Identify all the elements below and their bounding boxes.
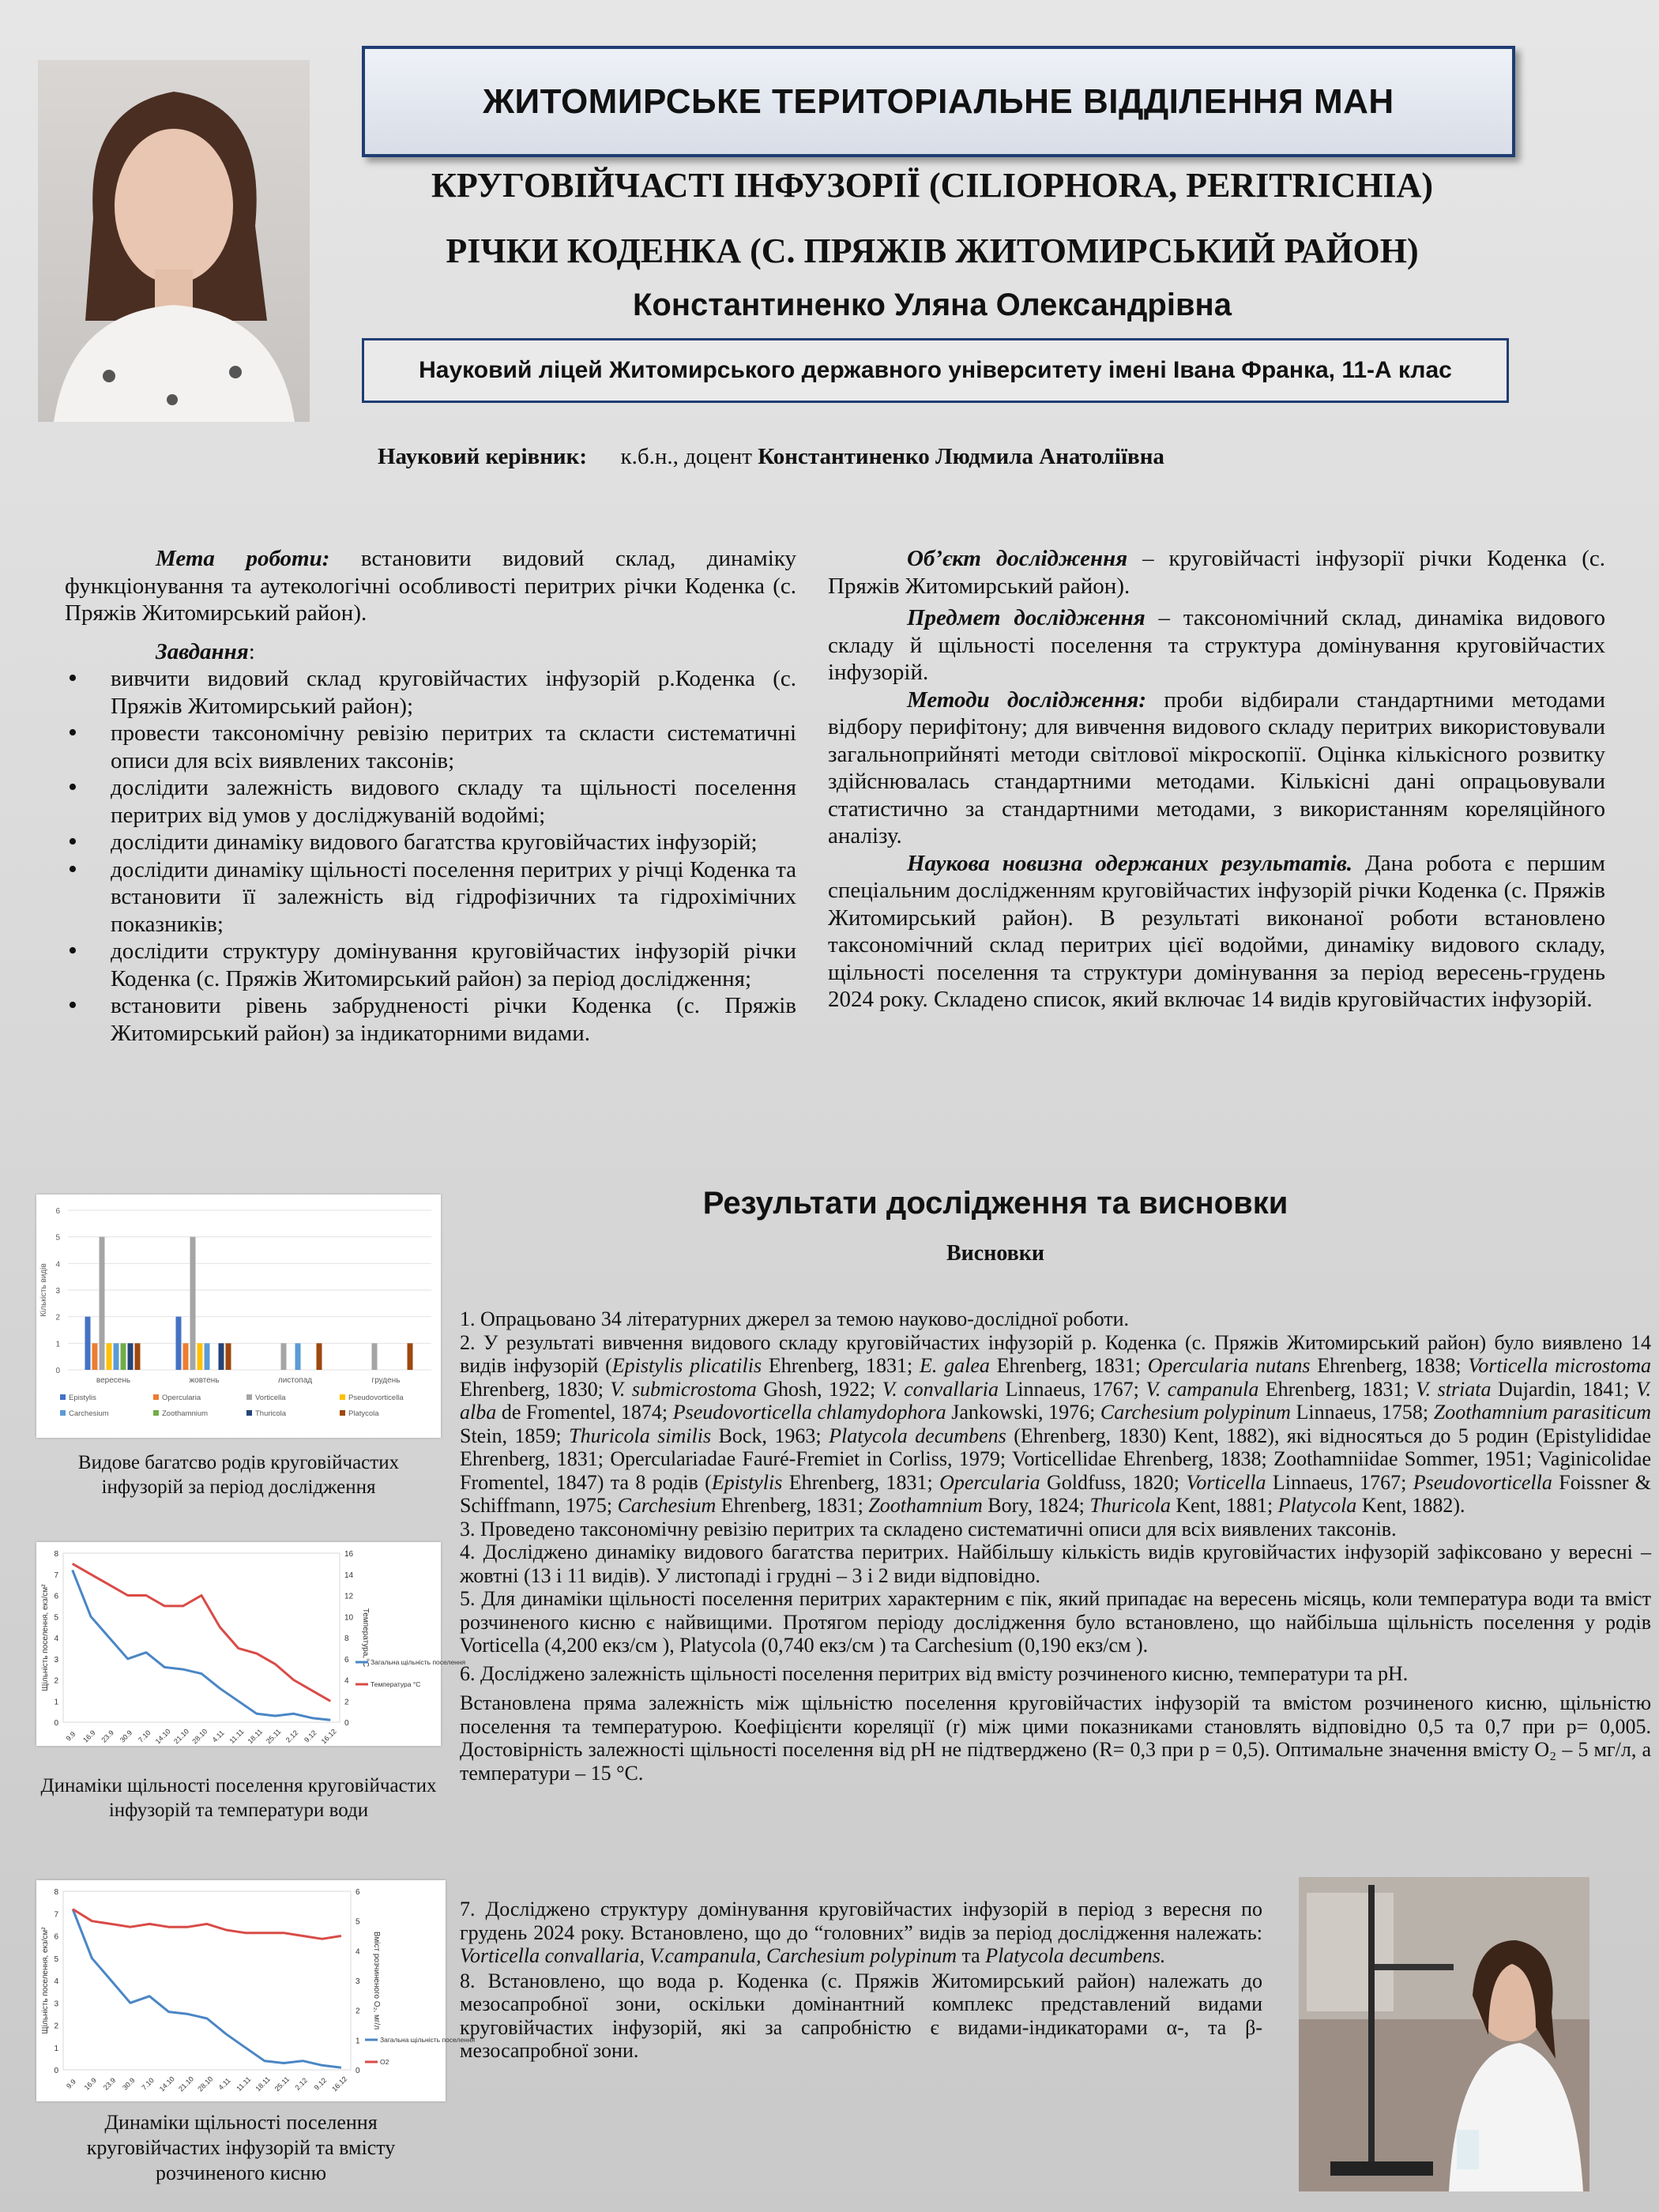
series-line: [73, 1563, 331, 1701]
conclusion-text: Bock, 1963;: [711, 1424, 830, 1447]
x-tick-label: 30.9: [121, 2076, 137, 2092]
y-tick-label: 4: [55, 1260, 60, 1270]
x-tick-label: вересень: [96, 1376, 131, 1385]
taxon-name: V. alba: [460, 1377, 1651, 1424]
x-tick-label: 23.9: [101, 2076, 118, 2092]
conclusion-text: Foissner & Schiffmann, 1975;: [460, 1470, 1651, 1517]
task-item: • встановити рівень забрудненості річки Коденка (с. Пряжів Житомирський район) за індикаторними видами.: [111, 992, 796, 1047]
x-tick-label: 9.9: [65, 2077, 77, 2090]
y-axis-label: Щільність поселення, екз/см²: [41, 1584, 50, 1691]
conclusion-text: Kent, 1881;: [1170, 1494, 1278, 1517]
conclusions-title: Висновки: [946, 1241, 1045, 1266]
y-axis-label: Щільність поселення, екз/см²: [41, 1927, 50, 2034]
conclusion-text: Dujardin, 1841;: [1491, 1377, 1636, 1401]
taxon-name: V. campanula: [1146, 1377, 1259, 1401]
y-tick-label: 0: [55, 1367, 60, 1375]
institution-title: ЖИТОМИРСЬКЕ ТЕРИТОРІАЛЬНЕ ВІДДІЛЕННЯ МАН: [483, 82, 1394, 121]
y2-tick-label: 0: [344, 1719, 349, 1728]
x-tick-label: листопад: [277, 1376, 313, 1385]
y2-tick-label: 2: [356, 2007, 360, 2016]
y-tick-label: 7: [54, 1571, 58, 1580]
bar: [408, 1343, 413, 1370]
y-tick-label: 3: [54, 1655, 58, 1665]
x-tick-label: грудень: [371, 1376, 401, 1385]
taxon-name: Zoothamnium parasiticum: [1433, 1401, 1651, 1424]
legend-swatch: [60, 1410, 66, 1416]
series-line: [73, 1909, 341, 2068]
chart-species-richness: [36, 1194, 441, 1438]
x-tick-label: 11.11: [235, 2075, 253, 2093]
conclusion-text: Kent, 1882).: [1356, 1494, 1465, 1517]
x-tick-label: 18.11: [246, 1727, 265, 1746]
conclusion-7: 7. Досліджено структуру домінування круговійчастих інфузорій в період з вересня по грудень 2024 року. Встановлено, що до “головних” видів за період дослідження належать: Vorticella convallaria, V.campanula, Carchesium polypinum та Platycola decumbens.: [460, 1898, 1262, 1967]
x-tick-label: 23.9: [100, 1729, 115, 1744]
conclusion-8: 8. Встановлено, що вода р. Коденка (с. Пряжів Житомирський район) належать до мезосапробної зони, оскільки домінантний комплекс представлений видами круговійчастих інфузорій, які за сапробністю є видами-індикаторами α-, та β-мезосапробної зони.: [460, 1969, 1262, 2062]
conclusion-text: de Fromentel, 1874;: [496, 1401, 673, 1424]
legend-swatch: [246, 1410, 252, 1416]
y-tick-label: 4: [54, 1635, 58, 1643]
object-paragraph: [828, 545, 1605, 600]
conclusion-text: Ehrenberg, 1831;: [989, 1354, 1148, 1377]
subject-paragraph: [828, 604, 1605, 687]
x-tick-label: 28.10: [196, 2075, 215, 2094]
legend-swatch: [246, 1394, 252, 1400]
conclusion-5: 5. Для динаміки щільності поселення перитрих характерним є пік, який припадає на вересень місяць, коли температура води та вміст розчиненого кисню є найвищими. Протягом періоду дослідження було встановлено, що найбільша щільність поселення у родів Vorticella (4,200 екз/см ), Platycola (0,740 екз/см ) та Carchesium (0,190 екз/см ).: [460, 1587, 1651, 1657]
series-line: [73, 1570, 331, 1720]
y-tick-label: 5: [55, 1233, 60, 1243]
legend-swatch: [60, 1394, 66, 1400]
conclusion-text: 2. У результаті вивчення видового складу круговійчастих інфузорій р. Коденка (с. Пряжів Житомирський район) було виявлено 14 видів інфузорій (: [460, 1330, 1651, 1377]
x-tick-label: 7.10: [140, 2076, 156, 2092]
conclusion-text: Linnaeus, 1767;: [999, 1377, 1146, 1401]
y-tick-label: 5: [54, 1954, 58, 1964]
task-item: • дослідити структуру домінування круговійчастих інфузорій річки Коденка (с. Пряжів Житомирський район) за період дослідження;: [111, 938, 796, 992]
author-name: Константиненко Уляна Олександрівна: [633, 288, 1232, 322]
y2-tick-label: 12: [344, 1592, 354, 1601]
x-tick-label: 16.12: [330, 2075, 349, 2094]
chart2-caption: Динаміки щільності поселення круговійчастих інфузорій та температури води: [40, 1775, 437, 1821]
plot-area: [63, 1553, 340, 1722]
y-tick-label: 7: [54, 1910, 58, 1920]
plot-area: [63, 1891, 351, 2070]
task-item: • дослідити динаміку видового багатства круговійчастих інфузорій;: [111, 829, 796, 856]
methods-paragraph: [828, 687, 1605, 850]
y2-tick-label: 6: [356, 1888, 360, 1897]
conclusion-2: [460, 1331, 1651, 1518]
y2-tick-label: 1: [356, 2037, 360, 2046]
y2-tick-label: 4: [344, 1676, 349, 1686]
results-title: Результати дослідження та висновки: [702, 1186, 1288, 1221]
chart3-caption: Динаміки щільності поселення круговійчастих інфузорій та вмісту розчиненого кисню: [86, 2111, 396, 2184]
methods-label: Методи дослідження:: [907, 687, 1147, 713]
taxon-name: Platycola decumbens: [829, 1424, 1006, 1447]
y-tick-label: 3: [54, 1999, 58, 2009]
y-tick-label: 3: [55, 1287, 60, 1296]
legend-entry: Epistylis: [69, 1394, 96, 1402]
conclusion-3: 3. Проведено таксономічну ревізію перитрих та складено систематичні описи для всіх виявлених таксонів.: [460, 1517, 1397, 1540]
novelty-label: Наукова новизна одержаних результатів.: [907, 850, 1353, 876]
taxon-name: Pseudovorticella: [1413, 1470, 1552, 1494]
y-tick-label: 1: [54, 1698, 58, 1707]
taxon-name: Thuricola: [1089, 1494, 1171, 1517]
legend-swatch: [340, 1410, 345, 1416]
conclusion-text: Ehrenberg, 1831;: [782, 1470, 940, 1494]
novelty-paragraph: [828, 850, 1605, 1014]
bar: [135, 1343, 141, 1370]
legend-entry: Vorticella: [255, 1394, 286, 1402]
y-tick-label: 2: [54, 2022, 58, 2031]
legend-entry: Загальна щільність поселення: [380, 2036, 476, 2044]
object-label: Об’єкт дослідження: [907, 546, 1128, 571]
x-tick-label: 9.9: [64, 1729, 77, 1743]
x-tick-label: 16.12: [319, 1727, 338, 1746]
conclusion-text: Ehrenberg, 1831;: [716, 1494, 869, 1517]
taxon-name: Opercularia nutans: [1147, 1354, 1311, 1377]
x-tick-label: 9.12: [312, 2076, 329, 2092]
bar: [100, 1237, 105, 1370]
legend-entry: Carchesium: [69, 1409, 109, 1418]
y-tick-label: 4: [54, 1977, 58, 1986]
bar: [176, 1317, 182, 1370]
y-tick-label: 5: [54, 1613, 58, 1623]
supervisor-label: Науковий керівник:: [378, 444, 588, 469]
taxon-name: Vorticella: [1186, 1470, 1266, 1494]
taxon-name: Pseudovorticella chlamydophora: [672, 1401, 946, 1424]
y2-tick-label: 16: [344, 1550, 354, 1559]
aim-text: встановити видовий склад, динаміку функціонування та аутекологічні особливості перитрих річки Коденка (с. Пряжів Житомирський район).: [65, 546, 796, 626]
x-tick-label: 21.10: [177, 2075, 196, 2094]
poster-title-line2: РІЧКИ КОДЕНКА (С. ПРЯЖІВ ЖИТОМИРСЬКИЙ РАЙОН): [446, 231, 1419, 270]
x-tick-label: 2.12: [293, 2076, 309, 2092]
x-tick-label: 2.12: [284, 1729, 300, 1744]
taxon-name: V. striata: [1416, 1377, 1492, 1401]
conclusion-text: Linnaeus, 1767;: [1266, 1470, 1413, 1494]
legend-swatch: [340, 1394, 345, 1400]
subject-text: – таксономічний склад, динаміка видового складу й щільності поселення та структура домінування круговійчастих інфузорій.: [828, 605, 1605, 685]
task-item: • дослідити залежність видового складу та щільності поселення перитрих від умов у досліджуваній водоймі;: [111, 774, 796, 829]
x-tick-label: 25.11: [264, 1727, 283, 1746]
conclusion-text: Linnaeus, 1758;: [1290, 1401, 1434, 1424]
x-tick-label: 4.11: [210, 1729, 226, 1744]
conclusions: [460, 1307, 1651, 1785]
conclusion-6: 6. Досліджено залежність щільності поселення перитрих від вмісту розчиненого кисню, температури та рН.: [460, 1661, 1409, 1685]
conclusion-text: Ghosh, 1922;: [756, 1377, 882, 1401]
school-name: Науковий ліцей Житомирського державного університету імені Івана Франка, 11-А клас: [419, 357, 1452, 383]
y2-tick-label: 14: [344, 1571, 354, 1580]
x-tick-label: 4.11: [216, 2076, 232, 2092]
legend-entry: Opercularia: [162, 1394, 201, 1402]
y-tick-label: 1: [54, 2044, 58, 2053]
x-tick-label: 21.10: [172, 1727, 191, 1746]
task-item: • провести таксономічну ревізію перитрих та скласти систематичні описи для всіх виявлених таксонів;: [111, 720, 796, 774]
conclusion-text: Ehrenberg, 1831;: [762, 1354, 920, 1377]
y2-axis-label: Температура,°С: [361, 1608, 370, 1668]
taxon-name: Epistylis plicatilis: [611, 1354, 762, 1377]
bar: [226, 1343, 231, 1370]
aim-label: Мета роботи:: [156, 546, 330, 571]
lab-photo: [1299, 1877, 1589, 2191]
object-text: – круговійчасті інфузорії річки Коденка (с. Пряжів Житомирський район).: [828, 546, 1606, 599]
conclusion-text: Bory, 1824;: [982, 1494, 1090, 1517]
series-line: [73, 1909, 341, 1939]
legend-entry: Thuricola: [255, 1409, 287, 1418]
legend-entry: Zoothamnium: [162, 1409, 209, 1418]
taxon-name: V. submicrostoma: [610, 1377, 757, 1401]
bar: [107, 1343, 112, 1370]
x-tick-label: 16.9: [82, 2076, 99, 2092]
author-photo: [38, 60, 310, 422]
bar: [92, 1343, 98, 1370]
supervisor-name: Константиненко Людмила Анатоліївна: [758, 444, 1164, 469]
bar: [128, 1343, 134, 1370]
taxon-name: Vorticella microstoma: [1468, 1354, 1652, 1377]
x-tick-label: 7.10: [137, 1729, 152, 1744]
y2-tick-label: 6: [344, 1655, 349, 1665]
y-tick-label: 1: [55, 1340, 60, 1349]
y2-tick-label: 8: [344, 1635, 349, 1643]
bar: [190, 1237, 196, 1370]
task-item: • вивчити видовий склад круговійчастих інфузорій р.Коденка (с. Пряжів Житомирський район);: [111, 665, 796, 720]
x-tick-label: 30.9: [118, 1729, 134, 1744]
conclusion-text: Ehrenberg, 1831;: [1258, 1377, 1416, 1401]
y-tick-label: 2: [55, 1313, 60, 1322]
aim-paragraph: [65, 545, 796, 627]
y-tick-label: 2: [54, 1676, 58, 1686]
legend-swatch: [153, 1410, 159, 1416]
x-tick-label: 9.12: [303, 1729, 318, 1744]
y-tick-label: 6: [55, 1207, 60, 1216]
task-item: • дослідити динаміку щільності поселення перитрих у річці Коденка та встановити її залежність від гідрофізичних та гідрохімічних показників;: [111, 856, 796, 939]
taxon-name: Carchesium: [617, 1494, 717, 1517]
x-tick-label: 14.10: [157, 2075, 176, 2094]
bar: [281, 1343, 287, 1370]
institution-banner: [362, 46, 1515, 157]
conclusions-7-8: [460, 1898, 1262, 2063]
bar: [205, 1343, 210, 1370]
y2-tick-label: 4: [356, 1947, 360, 1957]
y2-tick-label: 5: [356, 1917, 360, 1927]
legend-entry: О2: [380, 2058, 389, 2066]
conclusion-1: 1. Опрацьовано 34 літературних джерел за темою науково-дослідної роботи.: [460, 1307, 1130, 1330]
conclusion-4: 4. Досліджено динаміку видового багатства перитрих. Найбільшу кількість видів круговійчастих інфузорій зафіксовано у вересні – жовтні (13 і 11 видів). У листопаді і грудні – 3 і 2 види відповідно.: [460, 1540, 1651, 1587]
taxon-name: Thuricola similis: [569, 1424, 712, 1447]
taxon-name: Carchesium polypinum: [1100, 1401, 1291, 1424]
y-tick-label: 0: [54, 1719, 58, 1728]
x-tick-label: 14.10: [153, 1727, 172, 1746]
conclusion-text: (Ehrenberg, 1830) Kent, 1882), які відносяться до 5 родин (Epistylididae Ehrenberg, 1831; Operculariadae Fauré-Fremiet in Corliss, 1979; Vorticellidae Ehrenberg, 1838; Zoothamniidae Sommer, 1951; Vaginicolidae Fromentel, 1847) та 8 родів (: [460, 1424, 1651, 1494]
bar: [219, 1343, 224, 1370]
poster-title-line1: КРУГОВІЙЧАСТІ ІНФУЗОРІЇ (CILIOPHORA, PERITRICHIA): [431, 166, 1434, 205]
bar: [317, 1343, 322, 1370]
y2-tick-label: 10: [344, 1613, 354, 1623]
conclusion-text: Ehrenberg, 1838;: [1310, 1354, 1469, 1377]
left-column: [65, 545, 796, 1047]
taxon-name: Epistylis: [711, 1470, 783, 1494]
x-tick-label: 11.11: [228, 1727, 246, 1745]
x-tick-label: 16.9: [81, 1729, 97, 1744]
tasks-label: Завдання: [156, 638, 249, 664]
supervisor: [378, 441, 1164, 472]
chart-density-oxygen: [36, 1880, 476, 2101]
x-tick-label: 25.11: [273, 2075, 292, 2094]
y2-axis-label: Вміст розчиненого О₂, мг/л: [372, 1931, 381, 2030]
tasks-heading: Завдання:: [156, 638, 255, 664]
y-tick-label: 0: [54, 2067, 58, 2075]
tasks-list: [65, 665, 796, 1047]
legend-entry: Platycola: [348, 1409, 379, 1418]
novelty-text: Дана робота є першим спеціальним дослідженням круговійчастих інфузорій річки Коденка (с. Пряжів Житомирський район). В результаті виконаної роботи встановлено таксономічний склад перитрих цієї водойми, динаміку видового складу, щільності поселення та структури домінування за період вересень-грудень 2024 року. Складено список, який включає 14 видів круговійчастих інфузорій.: [828, 850, 1605, 1012]
chart1-caption: Видове багатсво родів круговійчастих інфузорій за період дослідження: [77, 1452, 400, 1498]
bar: [372, 1343, 378, 1370]
bar: [198, 1343, 203, 1370]
legend-swatch: [153, 1394, 159, 1400]
taxon-name: V. convallaria: [882, 1377, 999, 1401]
supervisor-degree: к.б.н., доцент: [620, 444, 752, 469]
bar: [295, 1343, 301, 1370]
y-tick-label: 6: [54, 1932, 58, 1942]
bar: [114, 1343, 119, 1370]
y2-tick-label: 0: [356, 2067, 360, 2075]
conclusion-text: Stein, 1859;: [460, 1424, 570, 1447]
x-tick-label: 28.10: [190, 1727, 209, 1746]
right-column: [828, 545, 1605, 1014]
methods-text: проби відбирали стандартними методами відбору перифітону; для вивчення видового складу перитрих використовували загальноприйняті методи світлової мікроскопії. Оцінка кількісного розвитку здійснювалась стандартними методами. Кількісні дані опрацьовували статистично за стандартними методами, з використанням кореляційного аналізу.: [828, 687, 1605, 848]
y2-tick-label: 2: [344, 1698, 349, 1707]
taxon-name: Opercularia: [939, 1470, 1040, 1494]
taxon-name: Zoothamnium: [868, 1494, 983, 1517]
bar: [85, 1317, 91, 1370]
school-box: [362, 338, 1509, 403]
y-tick-label: 6: [54, 1592, 58, 1601]
taxon-name: Platycola: [1277, 1494, 1357, 1517]
subject-label: Предмет дослідження: [907, 605, 1146, 630]
conclusion-text: Jankowski, 1976;: [946, 1401, 1100, 1424]
y-tick-label: 8: [54, 1888, 58, 1897]
chart-density-temperature: [36, 1542, 466, 1746]
legend-entry: Загальна щільність поселення: [371, 1658, 466, 1666]
y-tick-label: 8: [54, 1550, 58, 1559]
conclusion-text: Goldfuss, 1820;: [1040, 1470, 1187, 1494]
conclusion-text: Ehrenberg, 1830;: [460, 1377, 611, 1401]
bar: [121, 1343, 126, 1370]
y2-tick-label: 3: [356, 1977, 360, 1986]
taxon-name: E. galea: [919, 1354, 990, 1377]
x-tick-label: жовтень: [189, 1376, 220, 1385]
y-axis-label: Кількість видів: [40, 1263, 48, 1317]
legend-entry: Pseudovorticella: [348, 1394, 404, 1402]
x-tick-label: 18.11: [254, 2075, 272, 2094]
conclusion-6-detail: Встановлена пряма залежність між щільністю поселення круговійчастих інфузорій та вмістом розчиненого кисню, щільністю поселення та температурою. Коефіцієнти кореляції (r) між цими показниками становлять відповідно 0,5 та 0,7 при p= 0,005. Достовірність залежності щільності поселення від рН не підтверджено (R= 0,3 при p = 0,5). Оптимальне значення вмісту О₂ – 5 мг/л, а температури – 15 °С.: [460, 1691, 1651, 1785]
legend-entry: Температура °С: [371, 1680, 421, 1688]
bar: [183, 1343, 189, 1370]
